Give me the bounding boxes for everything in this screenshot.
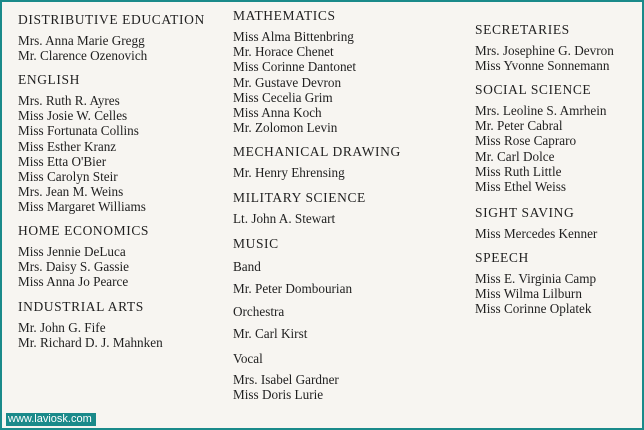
section-heading: DISTRIBUTIVE EDUCATION (18, 12, 205, 27)
watermark-link[interactable]: www.laviosk.com (6, 413, 96, 426)
section-heading: ENGLISH (18, 72, 80, 87)
staff-name: Mrs. Daisy S. Gassie (18, 259, 129, 275)
section-music-band (233, 259, 352, 296)
staff-name: Mrs. Jean M. Weins (18, 184, 124, 200)
staff-name: Mr. Clarence Ozenovich (18, 48, 148, 64)
staff-name: Miss Fortunata Collins (18, 123, 139, 139)
section-heading: MUSIC (233, 236, 279, 251)
staff-name: Miss Corinne Dantonet (233, 59, 357, 75)
staff-name: Mr. Zolomon Levin (233, 120, 338, 136)
section-speech (475, 250, 596, 317)
staff-name: Miss Ruth Little (475, 163, 562, 179)
staff-list (233, 29, 356, 135)
section-heading: INDUSTRIAL ARTS (18, 299, 144, 314)
section-music-vocal (233, 351, 339, 402)
section-sight-saving (475, 205, 597, 241)
staff-name: Mr. Peter Dombourian (233, 281, 353, 296)
staff-name: Miss Josie W. Celles (18, 108, 128, 124)
section-heading: MATHEMATICS (233, 8, 336, 23)
section-heading: SIGHT SAVING (475, 205, 575, 220)
section-home-economics (18, 223, 149, 290)
staff-name: Miss E. Virginia Camp (475, 271, 597, 286)
section-heading: HOME ECONOMICS (18, 223, 150, 238)
staff-name: Miss Anna Koch (233, 105, 322, 121)
staff-name: Mr. Horace Chenet (233, 44, 334, 60)
staff-list (18, 320, 163, 350)
staff-name: Miss Alma Bittenbring (233, 29, 354, 44)
staff-name: Miss Doris Lurie (233, 387, 324, 403)
staff-name: Mr. Henry Ehrensing (233, 165, 345, 180)
subsection-heading: Orchestra (233, 304, 285, 319)
section-heading: MECHANICAL DRAWING (233, 144, 401, 159)
section-heading: MILITARY SCIENCE (233, 190, 366, 205)
section-military-science (233, 190, 366, 226)
section-heading: SOCIAL SCIENCE (475, 82, 592, 97)
staff-name: Mrs. Isabel Gardner (233, 372, 339, 387)
staff-name: Miss Etta O'Bier (18, 153, 107, 169)
staff-name: Mrs. Anna Marie Gregg (18, 33, 145, 48)
staff-list (233, 165, 401, 180)
subsection-heading: Band (233, 259, 261, 274)
staff-list (233, 211, 366, 226)
section-music-orchestra (233, 304, 307, 341)
staff-name: Miss Anna Jo Pearce (18, 274, 129, 290)
staff-list (475, 103, 607, 194)
staff-name: Mr. Carl Kirst (233, 326, 308, 341)
staff-list (233, 326, 307, 341)
section-secretaries (475, 22, 614, 73)
section-heading: SECRETARIES (475, 22, 570, 37)
staff-name: Miss Yvonne Sonnemann (475, 58, 610, 74)
section-distributive-education (18, 12, 205, 63)
staff-list (18, 93, 146, 215)
staff-name: Miss Ethel Weiss (475, 179, 567, 195)
section-mechanical-drawing (233, 144, 401, 180)
staff-name: Mrs. Josephine G. Devron (475, 43, 614, 58)
staff-name: Mr. Richard D. J. Mahnken (18, 335, 163, 351)
staff-name: Mr. Peter Cabral (475, 118, 563, 134)
staff-name: Miss Rose Capraro (475, 133, 577, 149)
section-music (233, 236, 279, 251)
section-social-science (475, 82, 607, 194)
staff-name: Mr. John G. Fife (18, 320, 106, 335)
staff-name: Mr. Gustave Devron (233, 74, 342, 90)
staff-name: Miss Carolyn Steir (18, 169, 118, 185)
subsection-heading: Vocal (233, 351, 263, 366)
section-industrial-arts (18, 299, 163, 350)
staff-name: Mrs. Leoline S. Amrhein (475, 103, 607, 118)
staff-list (18, 244, 149, 290)
staff-name: Mr. Carl Dolce (475, 148, 555, 164)
section-heading: SPEECH (475, 250, 529, 265)
staff-list (233, 372, 339, 402)
staff-list (475, 226, 597, 241)
staff-list (233, 281, 352, 296)
staff-name: Miss Mercedes Kenner (475, 226, 598, 241)
staff-name: Miss Corinne Oplatek (475, 301, 592, 317)
staff-list (475, 43, 614, 73)
section-english (18, 72, 146, 215)
staff-name: Miss Margaret Williams (18, 199, 146, 215)
staff-list (18, 33, 205, 63)
staff-list (475, 271, 596, 317)
staff-name: Mrs. Ruth R. Ayres (18, 93, 120, 108)
staff-name: Lt. John A. Stewart (233, 211, 336, 226)
staff-name: Miss Jennie DeLuca (18, 244, 126, 259)
staff-name: Miss Wilma Lilburn (475, 286, 582, 302)
section-mathematics (233, 8, 356, 135)
staff-name: Miss Esther Kranz (18, 138, 117, 154)
staff-name: Miss Cecelia Grim (233, 89, 333, 105)
